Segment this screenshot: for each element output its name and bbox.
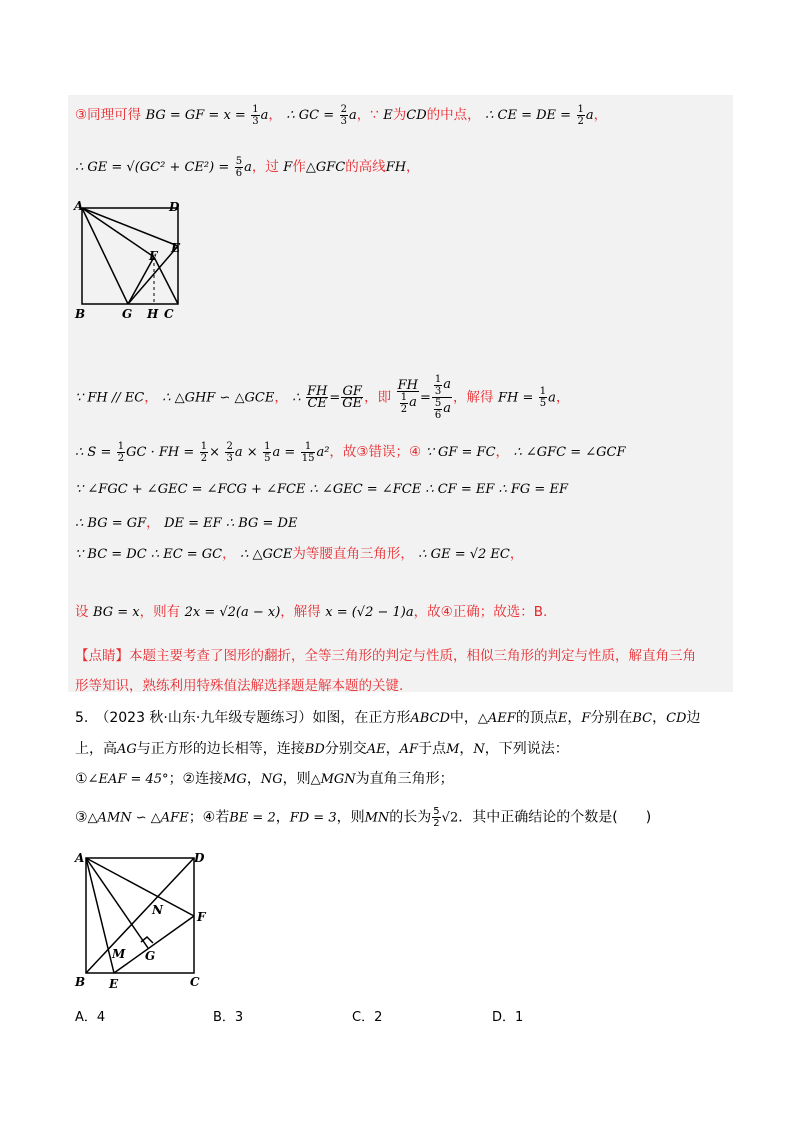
fraction: $\frac{1}{3}$: [252, 103, 259, 127]
text: ，: [495, 444, 510, 460]
choice-d[interactable]: D．1: [492, 1010, 524, 1025]
text: ，故③错误；④: [329, 444, 422, 460]
fraction: $\frac{GF}{GE}$: [342, 384, 363, 411]
solution-line-2: [75, 155, 420, 179]
fraction: $\frac{2}{3}$: [340, 103, 347, 127]
text: ，: [555, 389, 570, 406]
fraction: $\frac{1}{3}$ a $\frac{5}{6}$ a: [432, 374, 452, 421]
math: ∵ GF = FC: [425, 445, 496, 460]
math: a: [244, 160, 252, 175]
label-D: D: [194, 851, 205, 865]
math: =: [419, 390, 431, 406]
label-G: G: [122, 307, 133, 321]
math: a =: [272, 445, 296, 460]
text: ，: [509, 546, 524, 562]
math: ∴ GE = √2 EC: [418, 547, 510, 562]
question-line-1: 5. （2023 秋·山东·九年级专题练习）如图，在正方形ABCD中，△AEF的顶点E，F分别在BC，CD边: [75, 710, 701, 726]
question-line-2: 上，高AG与正方形的边长相等，连接BD分别交AE，AF于点M，N，下列说法：: [75, 741, 569, 757]
math: F: [283, 160, 293, 175]
math: ∵ ∠FGC + ∠GEC = ∠FCG + ∠FCE ∴ ∠GEC = ∠FCE ∴ CF = EF ∴ FG = EF: [75, 482, 568, 497]
text: ，过: [251, 159, 279, 175]
math: a: [260, 108, 269, 123]
math: BG = GF = x =: [145, 108, 246, 123]
fraction: $\frac{FH}{CE}$: [307, 384, 328, 411]
solution-line-8: [75, 600, 547, 620]
math: ∴ GE = √(GC² + CE²) =: [75, 160, 230, 175]
text: ，: [222, 546, 236, 562]
note-line-2: 形等知识，熟练利用特殊值法解选择题是解本题的关键.: [75, 678, 404, 694]
fraction: $\frac{2}{3}$: [226, 440, 233, 464]
math: a: [585, 108, 594, 123]
label-B: B: [75, 975, 86, 989]
label-B: B: [75, 307, 86, 321]
fraction: $\frac{5}{6}$: [235, 155, 243, 179]
text: ，: [593, 107, 608, 123]
math: ∵ FH // EC: [75, 390, 145, 406]
math: BG = x: [92, 605, 140, 620]
choice-a[interactable]: A．4: [75, 1010, 106, 1025]
label-D: D: [169, 200, 180, 214]
choice-c[interactable]: C．2: [352, 1010, 383, 1025]
label-A: A: [74, 199, 84, 213]
label-M: M: [112, 947, 126, 961]
fraction: FH $\frac{1}{2}$ a: [397, 378, 418, 415]
fraction: $\frac{1}{2}$: [200, 440, 208, 464]
text: ，: [144, 389, 158, 406]
solution-line-1: [75, 103, 607, 127]
question-line-4: ③△AMN ∽ △AFE；④若BE = 2，FD = 3，则MN的长为 $\frac{5}{2}$ √2．其中正确结论的个数是( ): [75, 806, 652, 829]
math: =: [329, 390, 341, 406]
math: ∴ BG = GF: [75, 516, 147, 531]
text: 设: [75, 604, 89, 620]
note-line-1: 【点睛】本题主要考查了图形的翻折，全等三角形的判定与性质，相似三角形的判定与性质，解直角三角: [75, 648, 696, 664]
math: a²: [316, 445, 330, 460]
math: ∴ CE = DE =: [485, 108, 572, 123]
label-C: C: [164, 307, 174, 321]
math: x = (√2 − 1)a: [325, 605, 414, 620]
math: ∴: [292, 390, 301, 406]
math: GC · FH =: [126, 445, 195, 460]
solution-line-7: [75, 542, 523, 562]
math: ∴ S =: [75, 445, 112, 460]
math: ×: [209, 445, 221, 460]
text: 的中点，: [426, 107, 481, 123]
text: ，解得: [453, 389, 494, 406]
text: ，故④正确；故选：B.: [413, 604, 548, 620]
math: FH: [385, 160, 407, 175]
math: ∴ ∠GFC = ∠GCF: [513, 445, 626, 460]
math: a: [348, 108, 357, 123]
fraction: $\frac{1}{2}$: [117, 440, 125, 464]
math: △GFC: [305, 160, 346, 175]
text: 为等腰直角三角形，: [292, 546, 414, 562]
text: 的高线: [345, 159, 386, 175]
solution-line-6: [75, 511, 297, 531]
label-F: F: [149, 249, 158, 263]
solution-line-3: [75, 374, 569, 421]
square-figure-1: [72, 198, 187, 323]
text: 作: [292, 159, 306, 175]
label-A: A: [75, 851, 85, 865]
math: ∴ △GCE: [240, 547, 293, 562]
label-E: E: [109, 977, 119, 991]
text: ，解得: [280, 604, 321, 620]
solution-line-5: [75, 481, 568, 497]
text: ，: [268, 107, 282, 123]
text: 为: [392, 107, 407, 123]
fraction: $\frac{5}{2}$: [433, 806, 440, 829]
text: ，则有: [139, 604, 181, 620]
math: ∵ BC = DC ∴ EC = GC: [75, 547, 223, 562]
text: ，: [146, 515, 160, 531]
label-N: N: [152, 903, 163, 917]
question-line-3: ①∠EAF = 45°；②连接MG，NG，则△MGN为直角三角形；: [75, 771, 454, 787]
math: ∴ △GHF ∽ △GCE: [162, 390, 275, 406]
math: DE = EF ∴ BG = DE: [164, 516, 298, 531]
math: 2x = √2(a − x): [184, 605, 281, 620]
label-G: G: [145, 949, 156, 963]
math: ∴ GC =: [286, 108, 335, 123]
math: a ×: [234, 445, 258, 460]
text: ，∵: [356, 107, 379, 123]
fraction: $\frac{1}{5}$: [264, 440, 271, 464]
solution-line-4: [75, 440, 626, 464]
label-E: E: [171, 241, 181, 255]
fraction: $\frac{1}{2}$: [577, 103, 584, 127]
text: ，: [406, 159, 420, 175]
text: ，即: [364, 389, 392, 406]
choice-b[interactable]: B．3: [213, 1010, 244, 1025]
math: a: [548, 390, 556, 406]
fraction: $\frac{1}{5}$: [539, 386, 547, 409]
math: E: [383, 108, 393, 123]
label-F: F: [197, 910, 206, 924]
label-H: H: [147, 307, 159, 321]
fraction: $\frac{1}{15}$: [301, 440, 315, 464]
text: ③同理可得: [75, 107, 142, 123]
math: FH =: [497, 390, 534, 406]
text: ，: [274, 389, 288, 406]
label-C: C: [190, 975, 200, 989]
math: CD: [406, 108, 427, 123]
square-figure-2: [72, 848, 212, 996]
